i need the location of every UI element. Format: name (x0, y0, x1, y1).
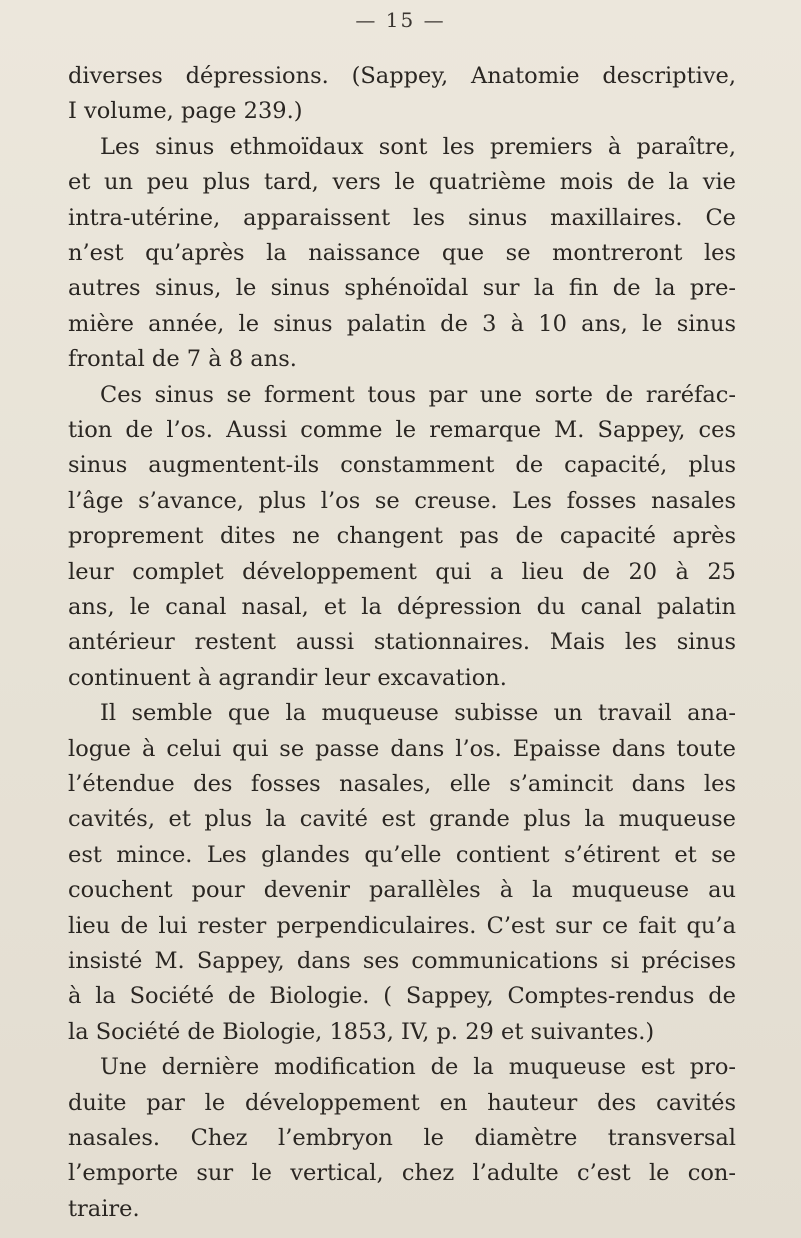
text-line: continuent à agrandir leur excavation. (68, 664, 507, 691)
text-line: tion de l’os. Aussi comme le remarque M. Sappey, ces (68, 417, 736, 443)
text-line: Ces sinus se forment tous par une sorte de raréfac- (100, 381, 736, 408)
text-line: l’étendue des fosses nasales, elle s’amincit dans les (68, 771, 736, 797)
text-line: et un peu plus tard, vers le quatrième mois de la vie (68, 169, 736, 196)
text-line: autres sinus, le sinus sphénoïdal sur la fin de la pre- (68, 275, 736, 302)
text-line: intra-utérine, apparaissent les sinus maxillaires. Ce (68, 204, 736, 231)
text-line: leur complet développement qui a lieu de 20 à 25 (68, 558, 736, 585)
text-line: logue à celui qui se passe dans l’os. Epaisse dans toute (68, 735, 736, 762)
text-line: sinus augmentent-ils constamment de capacité, plus (68, 452, 736, 479)
text-line: lieu de lui rester perpendiculaires. C’est sur ce fait qu’a (68, 912, 736, 939)
text-line: la Société de Biologie, 1853, IV, p. 29 et suivantes.) (68, 1018, 655, 1045)
text-line: n’est qu’après la naissance que se montreront les (68, 240, 736, 266)
text-line: Une dernière modification de la muqueuse est pro- (100, 1054, 736, 1081)
text-line: ans, le canal nasal, et la dépression du canal palatin (68, 594, 736, 620)
text-line: duite par le développement en hauteur des cavités (68, 1089, 736, 1116)
text-line: traire. (68, 1195, 140, 1222)
text-line: nasales. Chez l’embryon le diamètre transversal (68, 1125, 736, 1151)
text-line: l’emporte sur le vertical, chez l’adulte c’est le con- (68, 1160, 736, 1187)
text-line: insisté M. Sappey, dans ses communications si précises (68, 948, 736, 974)
text-line: cavités, et plus la cavité est grande plus la muqueuse (68, 806, 736, 833)
text-line: Il semble que la muqueuse subisse un travail ana- (100, 700, 736, 727)
text-line: antérieur restent aussi stationnaires. Mais les sinus (68, 629, 736, 656)
text-line: Les sinus ethmoïdaux sont les premiers à paraître, (100, 133, 736, 160)
text-line: frontal de 7 à 8 ans. (68, 346, 297, 373)
text-line: mière année, le sinus palatin de 3 à 10 ans, le sinus (68, 310, 736, 337)
text-line: est mince. Les glandes qu’elle contient s’étirent et se (68, 841, 736, 868)
text-line: couchent pour devenir parallèles à la muqueuse au (68, 877, 736, 904)
page-number-header: — 15 — (355, 8, 446, 32)
text-line: I volume, page 239.) (68, 98, 303, 125)
text-line: proprement dites ne changent pas de capacité après (68, 523, 736, 550)
text-line: diverses dépressions. (Sappey, Anatomie descriptive, (68, 63, 736, 89)
text-line: l’âge s’avance, plus l’os se creuse. Les fosses nasales (68, 487, 736, 514)
text-line: à la Société de Biologie. ( Sappey, Comptes-rendus de (68, 983, 736, 1010)
